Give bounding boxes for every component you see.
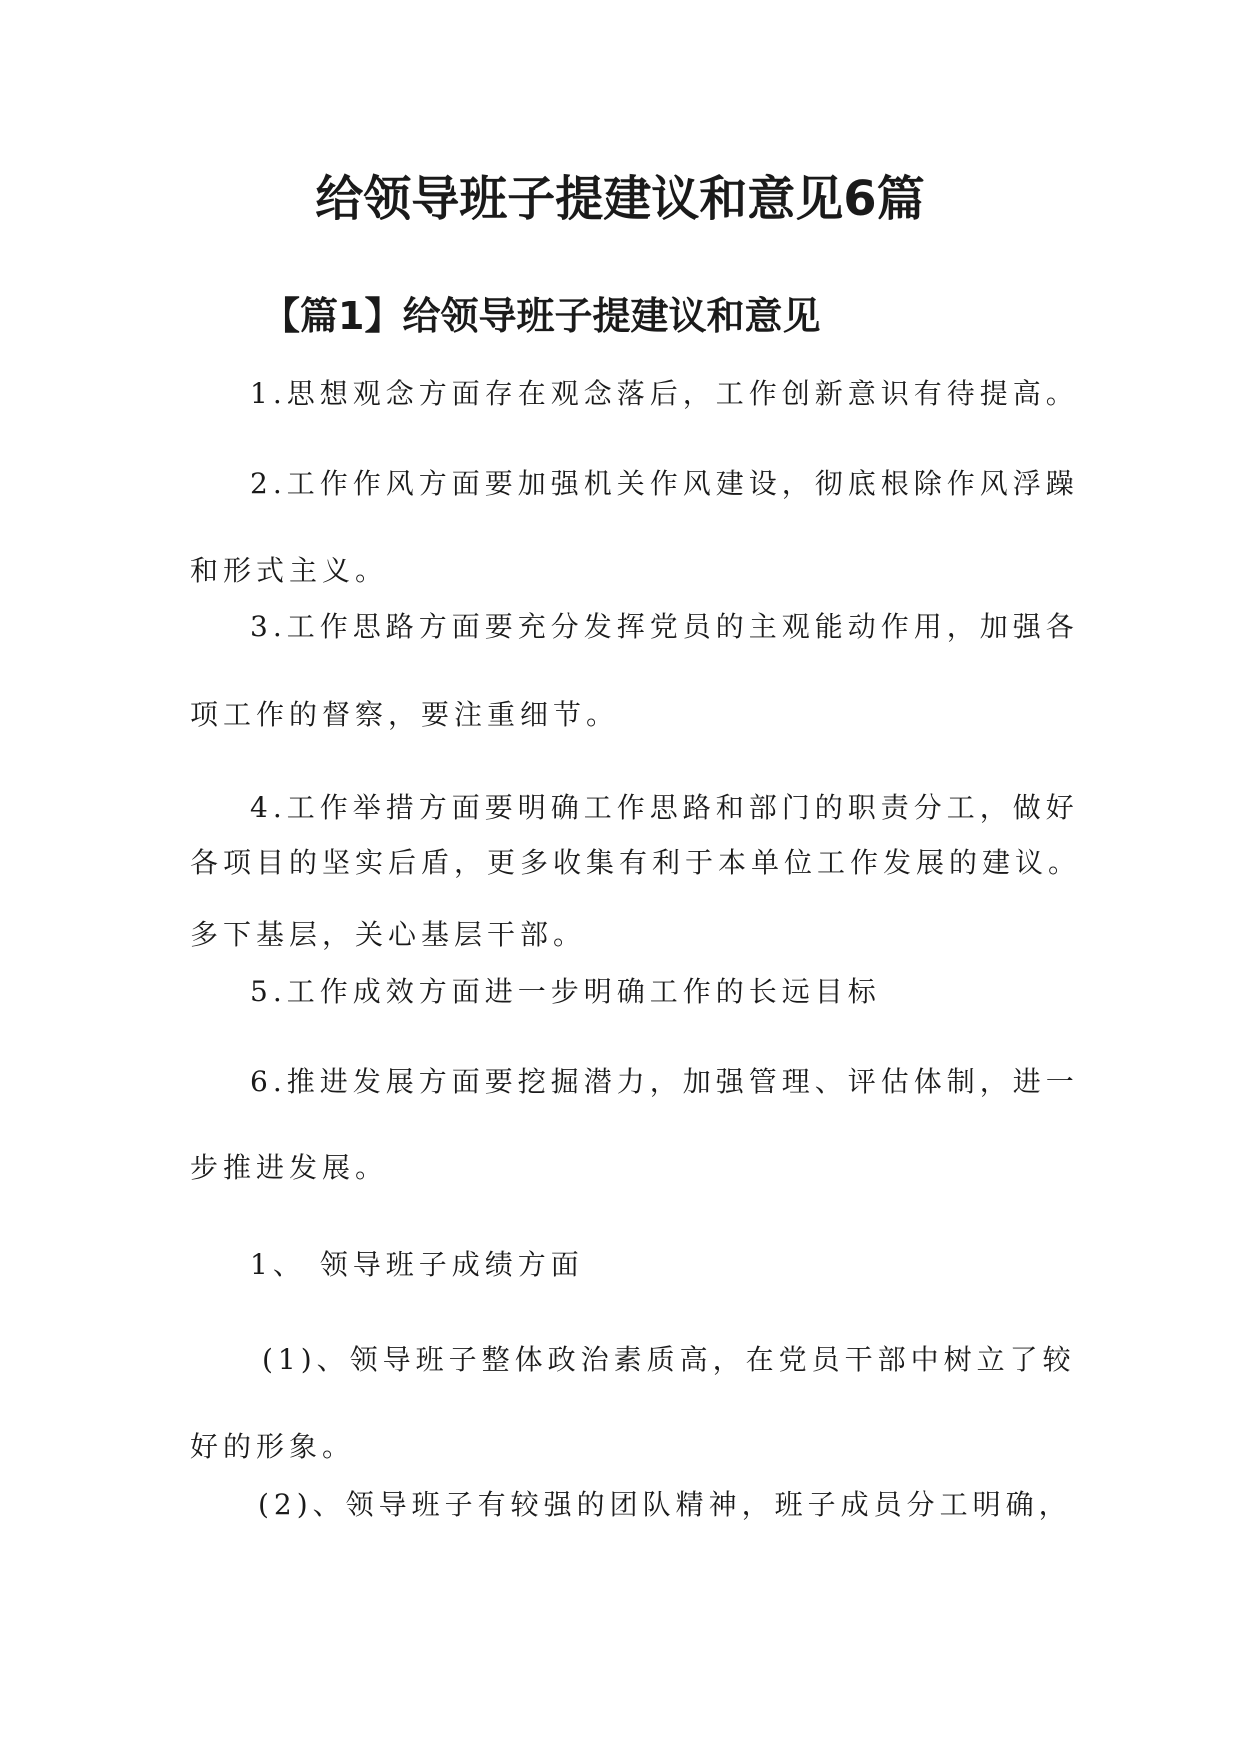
paragraph-line: 和形式主义。 [190,554,389,587]
paragraph-line: 4.工作举措方面要明确工作思路和部门的职责分工，做好 [250,791,1079,824]
document-title: 给领导班子提建议和意见6篇 [315,171,925,227]
paragraph-line: 多下基层，关心基层干部。 [190,918,587,951]
paragraph-line: 6.推进发展方面要挖掘潜力，加强管理、评估体制，进一 [250,1065,1079,1098]
paragraph-line: 2.工作作风方面要加强机关作风建设，彻底根除作风浮躁 [250,467,1079,500]
paragraph-line: 3.工作思路方面要充分发挥党员的主观能动作用，加强各 [250,610,1079,643]
paragraph-line: 项工作的督察，要注重细节。 [190,698,620,731]
paragraph-line: (1)、领导班子整体政治素质高，在党员干部中树立了较 [262,1343,1076,1376]
paragraph-line: 各项目的坚实后盾，更多收集有利于本单位工作发展的建议。 [190,846,1082,879]
paragraph-line: 步推进发展。 [190,1151,389,1184]
paragraph-line: 1、 领导班子成绩方面 [250,1248,584,1281]
section-heading: 【篇1】给领导班子提建议和意见 [262,294,821,338]
paragraph-line: 1.思想观念方面存在观念落后，工作创新意识有待提高。 [250,377,1079,410]
paragraph-line: 5.工作成效方面进一步明确工作的长远目标 [250,975,881,1008]
paragraph-line: 好的形象。 [190,1430,356,1463]
paragraph-line: (2)、领导班子有较强的团队精神，班子成员分工明确， [258,1488,1072,1521]
